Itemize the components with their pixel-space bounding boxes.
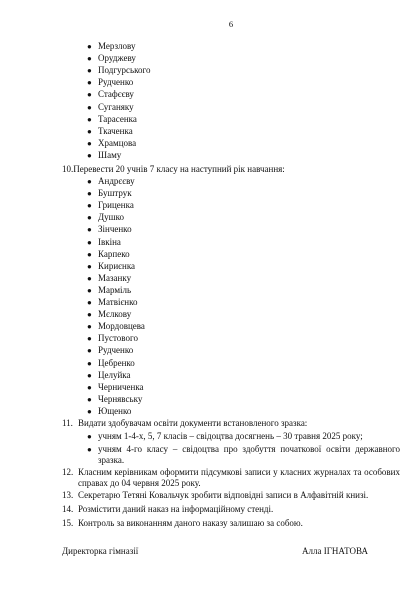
list-item [87, 176, 135, 187]
student-name: Стафєєву [98, 89, 134, 100]
student-name: Матвієнко [98, 297, 138, 307]
bullet-icon: ● [87, 358, 92, 368]
bullet-icon: ● [87, 189, 92, 199]
item-number: 14. [62, 504, 74, 514]
item-text: Класним керівникам оформити підсумкові записи у класних журналах та особових справах до 04 червня 2025 року. [78, 467, 400, 488]
item-number: 11. [62, 418, 73, 428]
bullet-icon: ● [87, 382, 92, 392]
list-item [87, 126, 133, 137]
bullet-icon: ● [87, 237, 92, 247]
student-name: Храмцова [98, 137, 137, 148]
item-11 [62, 418, 307, 429]
student-name: Тарасенка [98, 113, 137, 124]
list-item [87, 394, 142, 405]
bullet-icon: ● [87, 334, 92, 344]
bullet-icon: ● [87, 310, 92, 320]
bullet-icon: ● [87, 213, 92, 223]
student-name: Мєлкову [98, 309, 132, 320]
bullet-icon: ● [87, 249, 92, 259]
item-number: 10. [62, 164, 74, 174]
student-name: Подгурського [98, 65, 151, 76]
student-name: Гриценка [98, 200, 134, 211]
student-name: Черниченка [98, 381, 144, 392]
item-text: Перевести 20 учнів 7 класу на наступний рік навчання: [73, 164, 285, 174]
list-item [87, 150, 121, 161]
item-number: 12. [62, 467, 74, 477]
sub-text: учням 4-го класу – свідоцтва про здобуття початкової освіти державного зразка. [98, 444, 400, 465]
student-name: Рудченко [98, 77, 134, 88]
item-text: Розмістити даний наказ на інформаційному стенді. [78, 504, 274, 514]
student-name: Мерзлову [98, 41, 136, 51]
student-name: Кириєнка [98, 260, 136, 271]
student-name: Марміль [98, 284, 132, 295]
student-name: Мазанку [98, 272, 132, 283]
bullet-icon: ● [87, 298, 92, 307]
bullet-icon: ● [87, 90, 92, 100]
list-item [87, 188, 132, 199]
list-item [87, 224, 132, 235]
bullet-icon: ● [87, 42, 92, 51]
list-item [87, 406, 131, 417]
bullet-icon: ● [87, 78, 92, 88]
list-item [87, 297, 138, 308]
list-item [87, 212, 124, 223]
list-item [87, 89, 134, 100]
bullet-icon: ● [87, 445, 92, 454]
item-number: 15. [62, 518, 74, 528]
list-item [87, 261, 135, 272]
item-10 [62, 164, 285, 175]
bullet-icon: ● [87, 54, 92, 64]
student-name: Мордовцева [98, 321, 145, 332]
item-number: 13. [62, 490, 74, 500]
bullet-icon: ● [87, 273, 92, 283]
bullet-icon: ● [87, 394, 92, 404]
bullet-icon: ● [87, 406, 92, 416]
bullet-icon: ● [87, 150, 92, 160]
bullet-icon: ● [87, 261, 92, 271]
item-14 [62, 504, 400, 515]
sub-text: учням 1-4-х, 5, 7 класів – свідоцтва досягнень – 30 травня 2025 року; [98, 431, 363, 441]
list-item [87, 370, 131, 381]
list-item [87, 309, 131, 320]
list-item [87, 114, 137, 125]
item-15 [62, 518, 400, 529]
student-name: Карпеко [98, 248, 130, 259]
student-name: Суганяку [98, 101, 134, 112]
bullet-icon: ● [87, 225, 92, 235]
bullet-icon: ● [87, 322, 92, 332]
student-name: Зінченко [98, 224, 132, 235]
student-name: Душко [98, 212, 124, 223]
bullet-icon: ● [87, 370, 92, 380]
bullet-icon: ● [87, 126, 92, 136]
list-item [87, 138, 136, 149]
item-text: Секретарю Тетяні Ковальчук зробити відповідні записи в Алфавітній книзі. [78, 490, 369, 500]
student-name: Рудченко [98, 345, 134, 356]
signature-name: Алла ІГНАТОВА [302, 546, 368, 556]
item-12 [62, 467, 400, 489]
item-text: Контроль за виконанням даного наказу залишаю за собою. [78, 518, 303, 528]
signature-title: Директорка гімназії [62, 546, 139, 556]
bullet-icon: ● [87, 201, 92, 211]
list-item [87, 273, 131, 284]
list-item [87, 102, 134, 113]
student-name: Цебренко [98, 357, 135, 368]
list-item [87, 65, 151, 76]
list-item [87, 358, 135, 369]
bullet-icon: ● [87, 114, 92, 124]
bullet-icon: ● [87, 177, 92, 186]
list-item [87, 53, 136, 64]
student-name: Чернявську [98, 393, 143, 404]
list-item [87, 333, 138, 344]
page-number: 6 [228, 19, 234, 29]
student-name: Шаму [98, 149, 122, 160]
student-name: Целуйка [98, 369, 131, 380]
bullet-icon: ● [87, 138, 92, 148]
student-name: Івкіна [98, 236, 121, 247]
student-name: Андрєєву [98, 176, 135, 186]
student-name: Ющенко [98, 405, 132, 416]
list-item [87, 321, 145, 332]
bullet-icon: ● [87, 102, 92, 112]
list-item [87, 285, 131, 296]
list-item [87, 41, 135, 52]
list-item [87, 345, 133, 356]
item-11-sub-1 [84, 431, 400, 442]
list-item [87, 77, 133, 88]
list-item [87, 249, 130, 260]
list-item [87, 382, 144, 393]
bullet-icon: ● [87, 285, 92, 295]
student-name: Пустового [98, 333, 138, 344]
bullet-icon: ● [87, 432, 92, 441]
student-name: Оруджеву [98, 53, 136, 64]
list-item [87, 200, 134, 211]
student-name: Буштрук [98, 188, 132, 199]
item-11-sub-2 [84, 444, 400, 466]
bullet-icon: ● [87, 66, 92, 76]
student-name: Ткаченка [98, 125, 133, 136]
item-13 [62, 490, 400, 501]
bullet-icon: ● [87, 346, 92, 356]
item-text: Видати здобувачам освіти документи встановленого зразка: [78, 418, 308, 428]
list-item [87, 237, 121, 248]
